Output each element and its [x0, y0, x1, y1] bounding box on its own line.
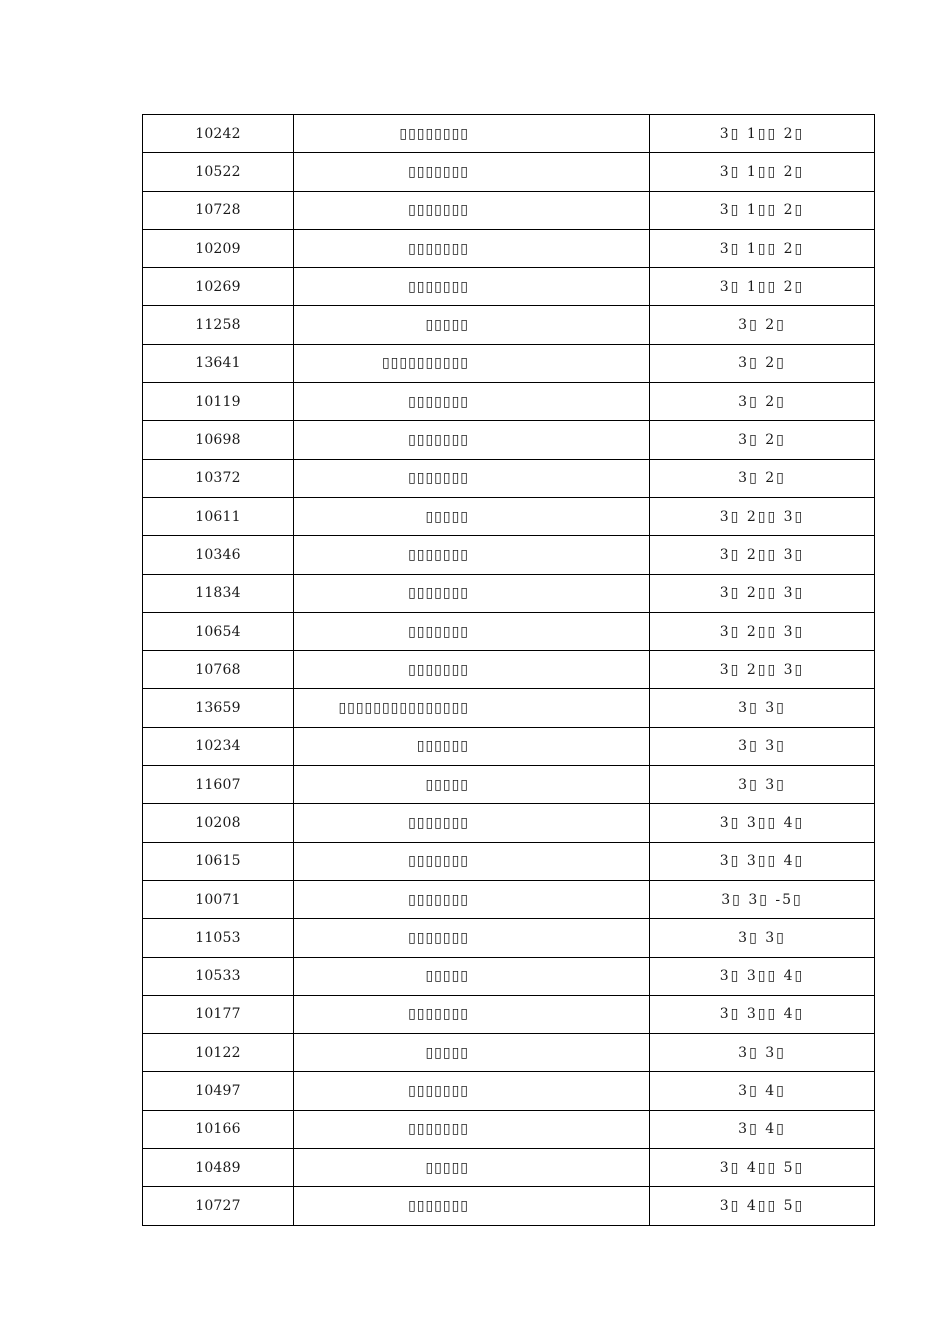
- code-cell: 10119: [143, 383, 294, 421]
- name-cell: ▯▯▯▯▯▯▯: [294, 268, 650, 306]
- code-cell: 13641: [143, 344, 294, 382]
- range-cell: 3▯ 3▯▯ 4▯: [650, 804, 875, 842]
- table-row: [143, 1149, 875, 1187]
- range-cell: 3▯ 1▯▯ 2▯: [650, 153, 875, 191]
- name-cell: ▯▯▯▯▯: [294, 766, 650, 804]
- name-cell: ▯▯▯▯▯▯▯: [294, 383, 650, 421]
- name-cell: ▯▯▯▯▯▯▯: [294, 612, 650, 650]
- range-cell: 3▯ 1▯▯ 2▯: [650, 229, 875, 267]
- code-cell: 10611: [143, 497, 294, 535]
- table-row: [143, 191, 875, 229]
- range-cell: 3▯ 3▯: [650, 727, 875, 765]
- range-cell: 3▯ 2▯▯ 3▯: [650, 574, 875, 612]
- code-cell: 10654: [143, 612, 294, 650]
- table-row: [143, 344, 875, 382]
- name-cell: ▯▯▯▯▯: [294, 497, 650, 535]
- range-cell: 3▯ 3▯▯ 4▯: [650, 842, 875, 880]
- code-cell: 10209: [143, 229, 294, 267]
- name-cell: ▯▯▯▯▯▯▯: [294, 995, 650, 1033]
- name-cell: ▯▯▯▯▯: [294, 957, 650, 995]
- code-cell: 10208: [143, 804, 294, 842]
- table-row: [143, 804, 875, 842]
- code-table: [142, 114, 875, 1226]
- code-cell: 10242: [143, 115, 294, 153]
- name-cell: ▯▯▯▯▯▯▯: [294, 421, 650, 459]
- range-cell: 3▯ 3▯: [650, 919, 875, 957]
- name-cell: ▯▯▯▯▯▯▯: [294, 229, 650, 267]
- range-cell: 3▯ 2▯: [650, 344, 875, 382]
- range-cell: 3▯ 2▯▯ 3▯: [650, 536, 875, 574]
- code-cell: 10071: [143, 880, 294, 918]
- range-cell: 3▯ 4▯▯ 5▯: [650, 1187, 875, 1225]
- name-cell: ▯▯▯▯▯▯▯▯▯▯: [294, 344, 650, 382]
- code-cell: 10234: [143, 727, 294, 765]
- name-cell: ▯▯▯▯▯▯▯: [294, 459, 650, 497]
- range-cell: 3▯ 4▯: [650, 1110, 875, 1148]
- table-row: [143, 306, 875, 344]
- table-row: [143, 1072, 875, 1110]
- name-cell: ▯▯▯▯▯: [294, 1034, 650, 1072]
- range-cell: 3▯ 4▯▯ 5▯: [650, 1149, 875, 1187]
- range-cell: 3▯ 2▯: [650, 383, 875, 421]
- table-row: [143, 727, 875, 765]
- code-cell: 11834: [143, 574, 294, 612]
- code-cell: 10533: [143, 957, 294, 995]
- code-cell: 10166: [143, 1110, 294, 1148]
- table-row: [143, 612, 875, 650]
- table-row: [143, 153, 875, 191]
- table-row: [143, 383, 875, 421]
- range-cell: 3▯ 3▯: [650, 766, 875, 804]
- code-cell: 10489: [143, 1149, 294, 1187]
- code-cell: 10122: [143, 1034, 294, 1072]
- range-cell: 3▯ 4▯: [650, 1072, 875, 1110]
- code-cell: 11258: [143, 306, 294, 344]
- range-cell: 3▯ 2▯▯ 3▯: [650, 612, 875, 650]
- name-cell: ▯▯▯▯▯▯▯: [294, 574, 650, 612]
- name-cell: ▯▯▯▯▯▯: [294, 727, 650, 765]
- code-cell: 10728: [143, 191, 294, 229]
- table-row: [143, 1110, 875, 1148]
- name-cell: ▯▯▯▯▯▯▯: [294, 153, 650, 191]
- code-cell: 10768: [143, 651, 294, 689]
- code-cell: 10269: [143, 268, 294, 306]
- table-row: [143, 919, 875, 957]
- range-cell: 3▯ 2▯: [650, 306, 875, 344]
- code-cell: 10346: [143, 536, 294, 574]
- name-cell: ▯▯▯▯▯▯▯: [294, 842, 650, 880]
- range-cell: 3▯ 1▯▯ 2▯: [650, 191, 875, 229]
- range-cell: 3▯ 2▯: [650, 459, 875, 497]
- table-row: [143, 880, 875, 918]
- range-cell: 3▯ 3▯▯ 4▯: [650, 957, 875, 995]
- code-cell: 10177: [143, 995, 294, 1033]
- name-cell: ▯▯▯▯▯▯▯: [294, 919, 650, 957]
- table-row: [143, 497, 875, 535]
- name-cell: ▯▯▯▯▯▯▯▯▯▯▯▯▯▯▯: [294, 689, 650, 727]
- code-cell: 10615: [143, 842, 294, 880]
- name-cell: ▯▯▯▯▯▯▯: [294, 1110, 650, 1148]
- name-cell: ▯▯▯▯▯▯▯: [294, 191, 650, 229]
- table-row: [143, 766, 875, 804]
- range-cell: 3▯ 1▯▯ 2▯: [650, 268, 875, 306]
- table-row: [143, 574, 875, 612]
- table-row: [143, 421, 875, 459]
- table-row: [143, 459, 875, 497]
- name-cell: ▯▯▯▯▯▯▯: [294, 651, 650, 689]
- name-cell: ▯▯▯▯▯▯▯: [294, 1187, 650, 1225]
- table-row: [143, 1187, 875, 1225]
- code-table-body: [143, 115, 875, 1226]
- table-row: [143, 536, 875, 574]
- table-row: [143, 229, 875, 267]
- range-cell: 3▯ 3▯▯ 4▯: [650, 995, 875, 1033]
- table-row: [143, 689, 875, 727]
- range-cell: 3▯ 3▯ -5▯: [650, 880, 875, 918]
- range-cell: 3▯ 2▯▯ 3▯: [650, 497, 875, 535]
- code-cell: 10522: [143, 153, 294, 191]
- name-cell: ▯▯▯▯▯▯▯: [294, 536, 650, 574]
- range-cell: 3▯ 2▯: [650, 421, 875, 459]
- code-cell: 13659: [143, 689, 294, 727]
- range-cell: 3▯ 1▯▯ 2▯: [650, 115, 875, 153]
- range-cell: 3▯ 2▯▯ 3▯: [650, 651, 875, 689]
- name-cell: ▯▯▯▯▯▯▯▯: [294, 115, 650, 153]
- table-row: [143, 268, 875, 306]
- code-cell: 11607: [143, 766, 294, 804]
- name-cell: ▯▯▯▯▯: [294, 306, 650, 344]
- table-row: [143, 842, 875, 880]
- table-row: [143, 115, 875, 153]
- table-row: [143, 957, 875, 995]
- table-row: [143, 995, 875, 1033]
- name-cell: ▯▯▯▯▯▯▯: [294, 880, 650, 918]
- table-row: [143, 651, 875, 689]
- name-cell: ▯▯▯▯▯: [294, 1149, 650, 1187]
- range-cell: 3▯ 3▯: [650, 689, 875, 727]
- range-cell: 3▯ 3▯: [650, 1034, 875, 1072]
- table-row: [143, 1034, 875, 1072]
- code-cell: 10727: [143, 1187, 294, 1225]
- name-cell: ▯▯▯▯▯▯▯: [294, 1072, 650, 1110]
- code-cell: 10698: [143, 421, 294, 459]
- code-cell: 11053: [143, 919, 294, 957]
- name-cell: ▯▯▯▯▯▯▯: [294, 804, 650, 842]
- code-cell: 10497: [143, 1072, 294, 1110]
- code-cell: 10372: [143, 459, 294, 497]
